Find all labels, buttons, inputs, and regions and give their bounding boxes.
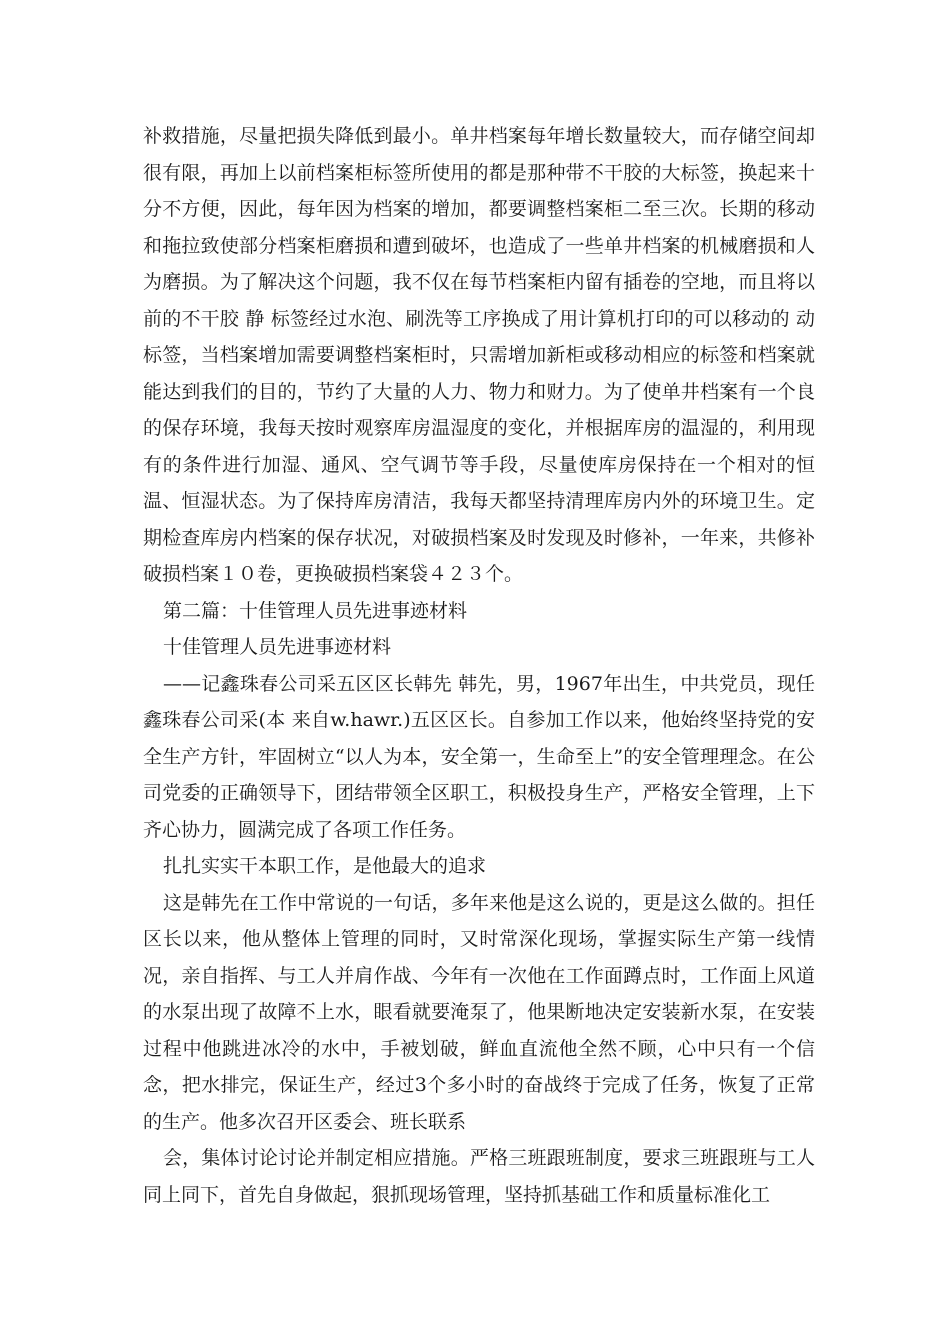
section-heading: 第二篇：十佳管理人员先进事迹材料 [163, 599, 468, 622]
subheading: 扎扎实实干本职工作，是他最大的追求 [163, 855, 487, 877]
document-body [143, 118, 815, 1213]
paragraph-introduction: ——记鑫珠春公司采五区区长韩先 韩先，男，1967年出生，中共党员，现任鑫珠春公司采(本 来自w.hawr.)五区区长。自参加工作以来，他始终坚持党的安全生产方针，牢固树立“以人为本，安全第一，生命至上”的安全管理理念。在公司党委的正确领导下，团结带领全区职工，积极投身生产，严格安全管理，上下齐心协力，圆满完成了各项工作任务。 [143, 672, 815, 841]
paragraph-continuation: 会，集体讨论讨论并制定相应措施。严格三班跟班制度，要求三班跟班与工人同上同下，首先自身做起，狠抓现场管理，坚持抓基础工作和质量标准化工 [143, 1147, 815, 1206]
paragraph-story: 这是韩先在工作中常说的一句话，多年来他是这么说的，更是这么做的。担任区长以来，他从整体上管理的同时，又时常深化现场，掌握实际生产第一线情况，亲自指挥、与工人并肩作战、今年有一次他在工作面蹲点时，工作面上风道的水泵出现了故障不上水，眼看就要淹泵了，他果断地决定安装新水泵，在安装过程中他跳进冰冷的水中，手被划破，鲜血直流他全然不顾，心中只有一个信念，把水排完，保证生产，经过3个多小时的奋战终于完成了任务，恢复了正常的生产。他多次召开区委会、班长联系 [143, 891, 815, 1133]
article-title: 十佳管理人员先进事迹材料 [163, 636, 392, 658]
paragraph-archive-management: 补救措施，尽量把损失降低到最小。单井档案每年增长数量较大，而存储空间却很有限，再加上以前档案柜标签所使用的都是那种带不干胶的大标签，换起来十分不方便，因此，每年因为档案的增加，都要调整档案柜二至三次。长期的移动和拖拉致使部分档案柜磨损和遭到破坏，也造成了一些单井档案的机械磨损和人为磨损。为了解决这个问题，我不仅在每节档案柜内留有插卷的空地，而且将以前的不干胶 静 标签经过水泡、刷洗等工序换成了用计算机打印的可以移动的 动 标签，当档案增加需要调整档案柜时，只需增加新柜或移动相应的标签和档案就能达到我们的目的，节约了大量的人力、物力和财力。为了使单井档案有一个良的保存环境，我每天按时观察库房温湿度的变化，并根据库房的温湿的，利用现有的条件进行加湿、通风、空气调节等手段，尽量使库房保持在一个相对的恒温、恒湿状态。为了保持库房清洁，我每天都坚持清理库房内外的环境卫生。定期检查库房内档案的保存状况，对破损档案及时发现及时修补，一年来，共修补破损档案１０卷，更换破损档案袋４２３个。 [143, 125, 815, 585]
